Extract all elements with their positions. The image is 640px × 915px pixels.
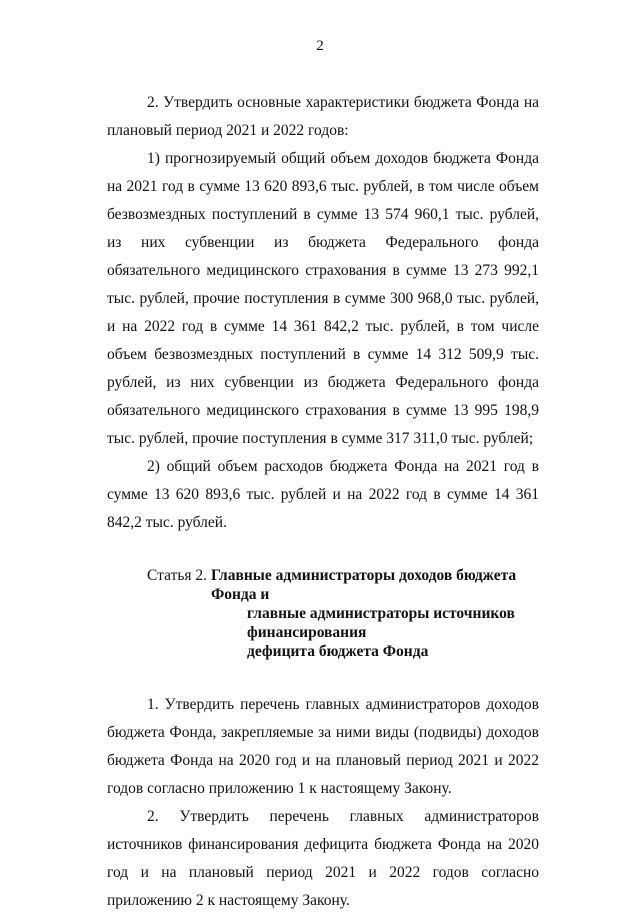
paragraph-section2-1: 1. Утвердить перечень главных администраторов доходов бюджета Фонда, закрепляемые за ними виды (подвиды) доходов бюджета Фонда на 2020 год и на плановый период 2021 и 2022 годов согласно приложению 1 к настоящему Закону.: [107, 696, 539, 797]
paragraph-section2-2: 2. Утвердить перечень главных администраторов источников финансирования дефицита бюджета Фонда на 2020 год и на плановый период 2021 и 2022 годов согласно приложению 2 к настоящему Закону.: [107, 808, 539, 909]
paragraph-section1-3: 2) общий объем расходов бюджета Фонда на 2021 год в сумме 13 620 893,6 тыс. рублей и на 2022 год в сумме 14 361 842,2 тыс. рублей.: [107, 458, 539, 531]
article-label: Статья 2.: [147, 567, 211, 584]
page-number: 2: [316, 38, 324, 54]
article-heading: [107, 566, 539, 661]
document-body: [107, 89, 539, 915]
article-title-line3: дефицита бюджета Фонда: [247, 643, 429, 660]
paragraph-section1-1: 2. Утвердить основные характеристики бюджета Фонда на плановый период 2021 и 2022 годов:: [107, 94, 539, 139]
article-title-line2: главные администраторы источников финансирования: [247, 605, 515, 641]
article-title-line1: Главные администраторы доходов бюджета Фонда и: [210, 567, 517, 603]
paragraph-section1-2: 1) прогнозируемый общий объем доходов бюджета Фонда на 2021 год в сумме 13 620 893,6 тыс. рублей, в том числе объем безвозмездных поступлений в сумме 13 574 960,1 тыс. рублей, из них субвенции из бюджета Федерального фонда обязательного медицинского страхования в сумме 13 273 992,1 тыс. рублей, прочие поступления в сумме 300 968,0 тыс. рублей, и на 2022 год в сумме 14 361 842,2 тыс. рублей, в том числе объем безвозмездных поступлений в сумме 14 312 509,9 тыс. рублей, из них субвенции из бюджета Федерального фонда обязательного медицинского страхования в сумме 13 995 198,9 тыс. рублей, прочие поступления в сумме 317 311,0 тыс. рублей;: [107, 150, 539, 447]
